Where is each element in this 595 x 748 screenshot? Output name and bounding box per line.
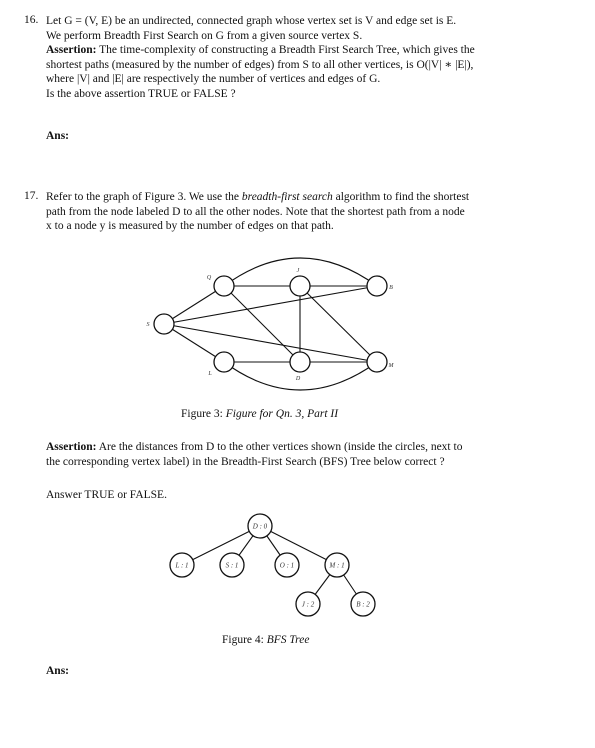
q17-answer-prompt: Answer TRUE or FALSE. [46,489,167,501]
q17-line1-pre: Refer to the graph of Figure 3. We use the [46,191,242,203]
q17-assertion-block [46,440,544,469]
bfs-node-label: D : 0 [252,522,268,531]
q17-line1-post: algorithm to find the shortest [332,191,470,203]
q16-assertion-label: Assertion: [46,44,97,56]
graph-node-label-d: D [295,376,301,382]
bfs-node-label: O : 1 [279,561,295,570]
graph-edges [164,258,377,390]
bfs-node-label: J : 2 [301,600,315,609]
q17-assertion-text: Are the distances from D to the other vertices shown (inside the circles, next to [96,441,463,453]
graph-node-s [154,314,174,334]
graph-edge-s-b [164,286,377,324]
graph-node-b [367,276,387,296]
bfs-node-label: S : 1 [225,561,239,570]
bfs-node-label: L : 1 [175,561,189,570]
q16-line1: Let G = (V, E) be an undirected, connected graph whose vertex set is V and edge set is E. [46,15,457,27]
q17-line1-emphasis: breadth-first search [241,191,333,203]
fig4-caption-label: Figure 4: [222,634,264,646]
figure-4-caption [222,634,309,646]
graph-edge-q-d [224,286,300,362]
graph-node-label-j: J [296,268,300,274]
q16-ans-label: Ans: [46,130,70,142]
graph-node-m [367,352,387,372]
fig4-caption-text: BFS Tree [266,634,310,646]
bfs-tree-nodes [170,514,375,616]
q16-question: Is the above assertion TRUE or FALSE ? [46,87,236,100]
q16-line2: We perform Breadth First Search on G from a given source vertex S. [46,29,363,42]
q17-line3: x to a node y is measured by the number of edges on that path. [46,220,334,232]
bfs-edge [260,526,337,565]
q16-assertion-line3: where |V| and |E| are respectively the number of vertices and edges of G. [46,73,381,85]
graph-node-label-b: B [389,285,393,291]
q17-assertion [46,440,544,455]
bfs-node-label: B : 2 [356,600,370,609]
q17-assertion-label: Assertion: [46,441,97,453]
q16-assertion-text: The time-complexity of constructing a Breadth First Search Tree, which gives the [96,44,475,56]
fig3-caption-label: Figure 3: [181,408,223,420]
graph-node-q [214,276,234,296]
fig3-caption-text: Figure for Qn. 3, Part II [225,408,339,420]
graph-node-j [290,276,310,296]
question-16-number: 16. [24,14,39,26]
graph-nodes [147,268,395,382]
graph-node-label-s: S [146,322,150,328]
graph-node-label-m: M [388,363,394,369]
graph-node-d [290,352,310,372]
q17-assertion-line2: the corresponding vertex label) in the Breadth-First Search (BFS) Tree below correct ? [46,455,445,468]
q16-assertion-line2: shortest paths (measured by the number of edges) from S to all other vertices, is O(|V| ∗ |E|), [46,58,474,71]
q17-line2: path from the node labeled D to all the other nodes. Note that the shortest path from a node [46,205,465,218]
bfs-node-label: M : 1 [329,561,345,570]
figure-3-caption [181,408,338,420]
graph-node-label-l: L [208,371,212,377]
q17-ans-label: Ans: [46,665,70,677]
graph-node-l [214,352,234,372]
question-17-number: 17. [24,190,39,202]
graph-node-label-q: Q [206,275,212,281]
